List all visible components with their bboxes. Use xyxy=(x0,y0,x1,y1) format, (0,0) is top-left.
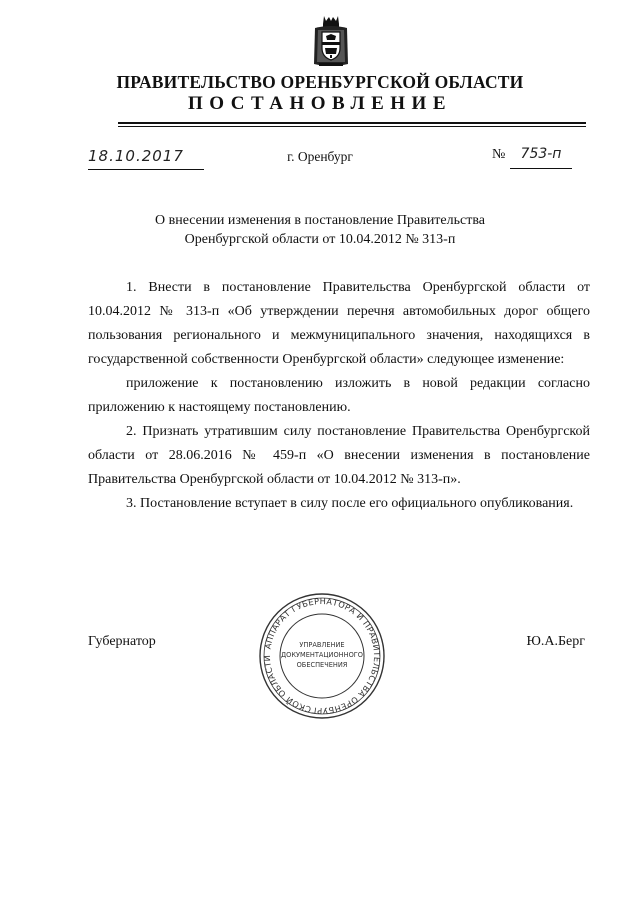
document-subject xyxy=(0,211,640,249)
handwritten-date: 18.10.2017 xyxy=(88,147,204,170)
official-stamp xyxy=(257,591,387,721)
handwritten-number: 753-п xyxy=(510,146,572,169)
city: г. Оренбург xyxy=(287,149,353,164)
paragraph-1: 1. Внести в постановление Правительства Оренбургской области от 10.04.2012 № 313-п «Об утверждении перечня автомобильных дорог общего пользования регионального и межмуниципального значения, находящихся в государственной собственности Оренбургской области» следующее изменение: xyxy=(88,280,590,367)
header-rule-thick xyxy=(118,122,586,124)
organization-title: ПРАВИТЕЛЬСТВО ОРЕНБУРГСКОЙ ОБЛАСТИ xyxy=(116,72,524,92)
paragraph-1-amendment: приложение к постановлению изложить в новой редакции согласно приложению к настоящему постановлению. xyxy=(88,376,590,415)
orenburg-coat-of-arms-icon xyxy=(311,14,351,68)
subject-line-1: О внесении изменения в постановление Правительства xyxy=(155,213,485,228)
paragraph-3: 3. Постановление вступает в силу после его официального опубликования. xyxy=(126,496,574,511)
stamp-outer-text: АППАРАТ ГУБЕРНАТОРА И ПРАВИТЕЛЬСТВА ОРЕНБУРГСКОЙ ОБЛАСТИ xyxy=(261,595,383,717)
subject-line-2: Оренбургской области от 10.04.2012 № 313-п xyxy=(184,232,456,247)
stamp-inner-line-2: ДОКУМЕНТАЦИОННОГО xyxy=(281,651,363,659)
document-type-title: ПОСТАНОВЛЕНИЕ xyxy=(187,93,453,114)
header-rule-thin xyxy=(118,126,586,127)
signatory-position: Губернатор xyxy=(88,634,156,649)
number-label: № xyxy=(492,147,506,162)
stamp-inner-line-1: УПРАВЛЕНИЕ xyxy=(299,641,345,649)
signatory-name: Ю.А.Берг xyxy=(526,634,585,649)
paragraph-2: 2. Признать утратившим силу постановление Правительства Оренбургской области от 28.06.2016 № 459-п «О внесении изменения в постановление Правительства Оренбургской области от 10.04.2012 № 313-п». xyxy=(88,424,590,487)
document-body xyxy=(88,276,590,516)
stamp-inner-line-3: ОБЕСПЕЧЕНИЯ xyxy=(296,661,348,669)
